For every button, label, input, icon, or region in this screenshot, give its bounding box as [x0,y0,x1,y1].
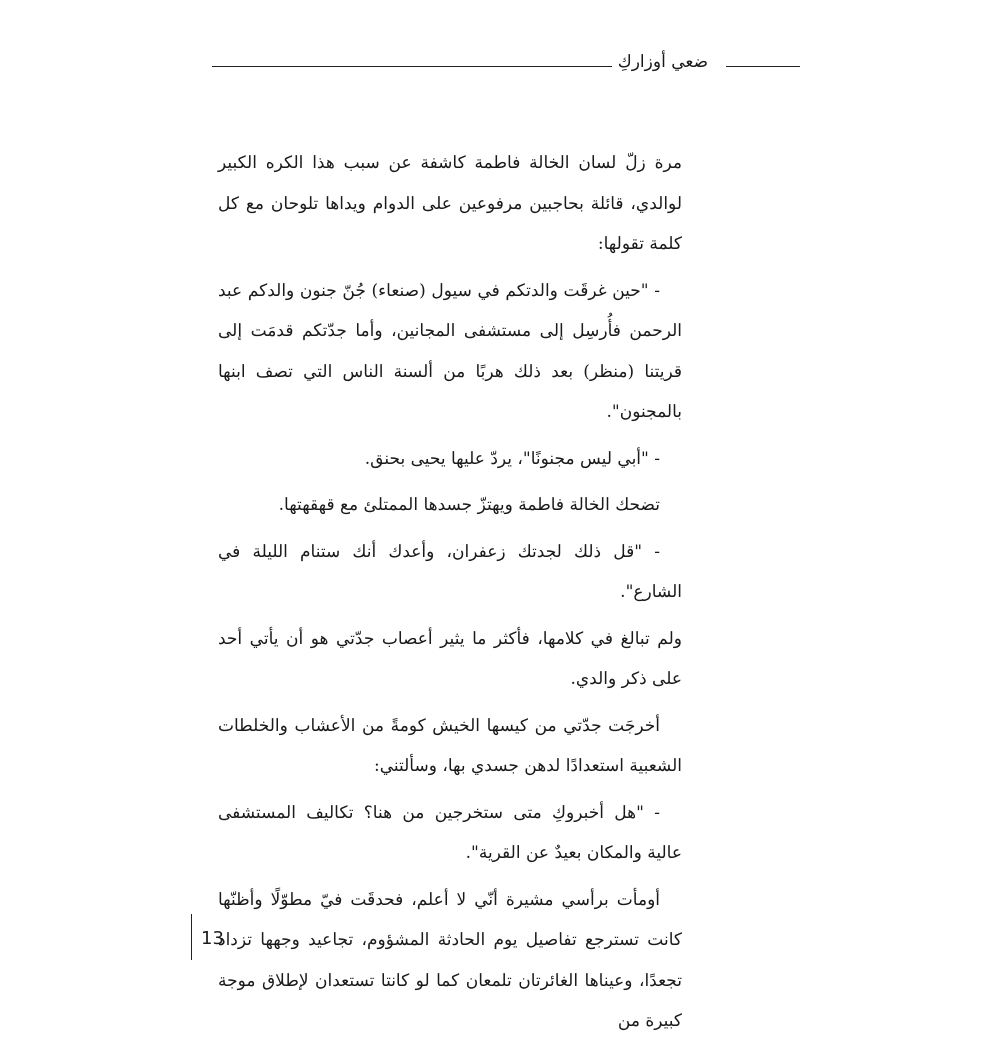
paragraph: أومأت برأسي مشيرة أنّي لا أعلم، فحدقَت فيّ مطوّلًا وأظنّها كانت تسترجع تفاصيل يوم الحادثة المشؤوم، تجاعيد وجهها تزداد تجعدًا، وعيناها الغائرتان تلمعان كما لو كانتا تستعدان لإطلاق موجة كبيرة من [218,889,682,1031]
running-header [212,50,800,80]
header-rule-left [212,66,612,67]
paragraph: مرة زلّ لسان الخالة فاطمة كاشفة عن سبب هذا الكره الكبير لوالدي، قائلة بحاجبين مرفوعين على الدوام ويداها تلوحان مع كل كلمة تقولها: [218,153,682,254]
paragraph: - "أبي ليس مجنونًا"، يردّ عليها يحيى بحنق. [364,448,660,469]
paragraph: تضحك الخالة فاطمة ويهتزّ جسدها الممتلئ مع قهقهتها. [278,495,660,515]
book-title: ضعي أوزاركِ [617,52,708,72]
paragraph: - "قل ذلك لجدتك زعفران، وأعدك أنك ستنام الليلة في الشارع". [218,541,682,602]
page-body [218,143,682,1048]
header-rule-right [726,66,800,67]
paragraph: - "حين غرقَت والدتكم في سيول (صنعاء) جُنّ جنون والدكم عبد الرحمن فأُرسِل إلى مستشفى المجانين، وأما جدّتكم قدمَت إلى قريتنا (منظر) بعد ذلك هربًا من ألسنة الناس التي تصف ابنها بالمجنون". [218,280,682,422]
paragraph: أخرجَت جدّتي من كيسها الخيش كومةً من الأعشاب والخلطات الشعبية استعدادًا لدهن جسدي بها، وسألتني: [218,715,682,776]
paragraph: ولم تبالغ في كلامها، فأكثر ما يثير أعصاب جدّتي هو أن يأتي أحد على ذكر والدي. [218,628,682,689]
paragraph: - "هل أخبروكِ متى ستخرجين من هنا؟ تكاليف المستشفى عالية والمكان بعيدٌ عن القرية". [218,802,682,863]
footer-rule [191,914,192,960]
page-number: 13 [201,928,224,949]
